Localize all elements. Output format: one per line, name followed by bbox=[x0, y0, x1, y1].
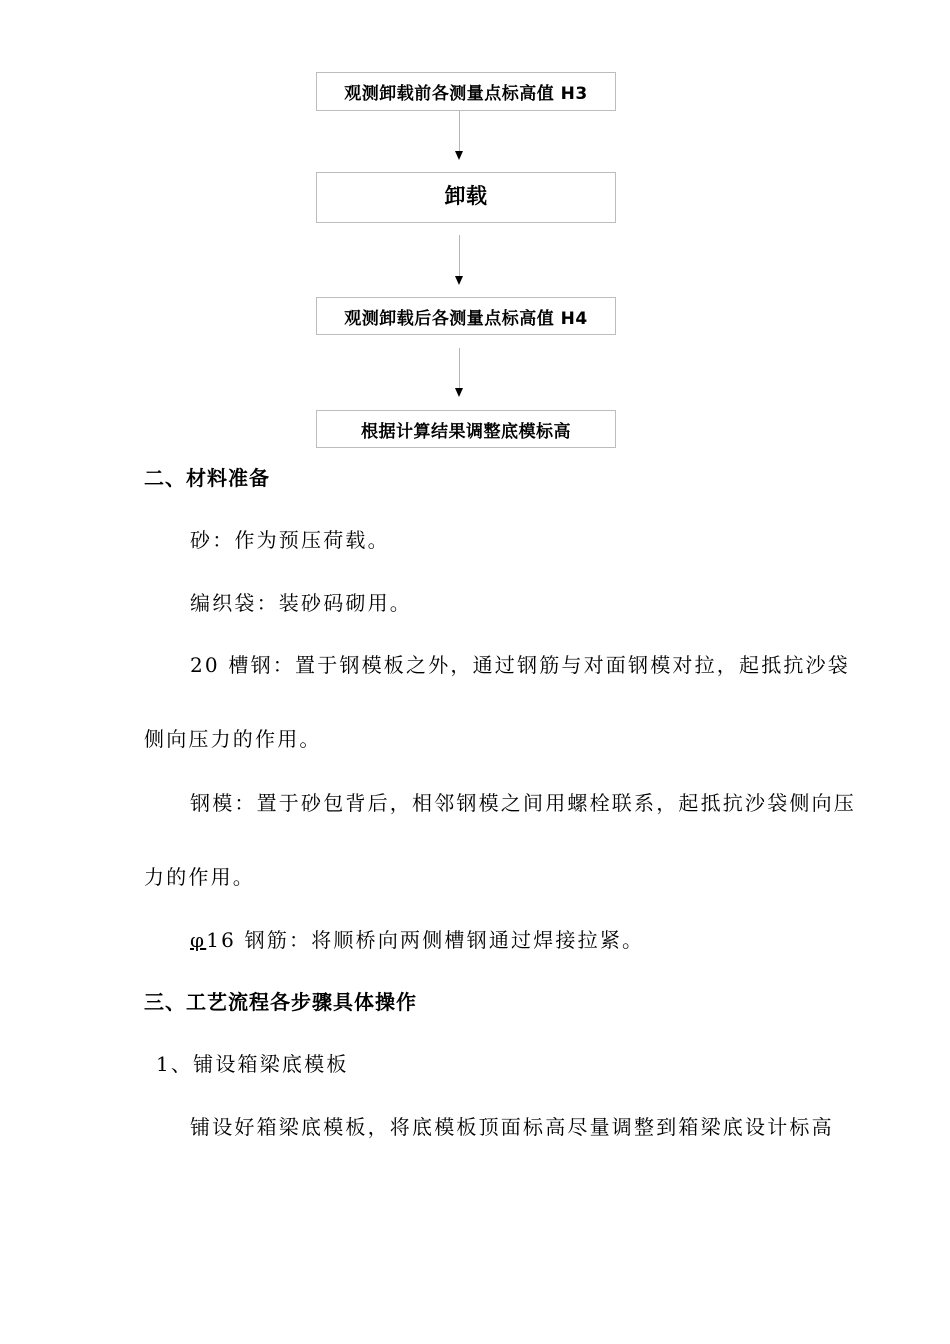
material-steel-form-line1: 钢模：置于砂包背后，相邻钢模之间用螺栓联系，起抵抗沙袋侧向压 bbox=[190, 791, 856, 815]
material-woven-bag: 编织袋：装砂码砌用。 bbox=[190, 591, 412, 615]
flow-step-unload bbox=[316, 172, 616, 223]
material-rebar bbox=[190, 924, 644, 953]
section-heading-materials: 二、材料准备 bbox=[144, 466, 270, 490]
phi-symbol: φ bbox=[190, 928, 207, 952]
flow-step-label: 卸载 bbox=[444, 184, 488, 208]
flow-step-observe-before bbox=[316, 72, 616, 111]
material-channel-steel-line2: 侧向压力的作用。 bbox=[144, 727, 322, 751]
arrow-down-icon bbox=[455, 151, 463, 160]
material-rebar-text: 16 钢筋：将顺桥向两侧槽钢通过焊接拉紧。 bbox=[206, 928, 645, 952]
section-heading-process: 三、工艺流程各步骤具体操作 bbox=[144, 990, 417, 1014]
material-steel-form-line2: 力的作用。 bbox=[144, 865, 255, 889]
flow-step-observe-after bbox=[316, 297, 616, 335]
arrow-down-icon bbox=[455, 388, 463, 397]
flow-step-label: 根据计算结果调整底模标高 bbox=[361, 421, 571, 442]
flow-arrow-line bbox=[459, 348, 460, 388]
material-channel-steel-line1: 20 槽钢：置于钢模板之外，通过钢筋与对面钢模对拉，起抵抗沙袋 bbox=[190, 653, 851, 677]
flow-step-label: 观测卸载前各测量点标高值 H3 bbox=[344, 84, 588, 104]
arrow-down-icon bbox=[455, 276, 463, 285]
subsection-title-lay-formwork: 1、铺设箱梁底模板 bbox=[156, 1052, 349, 1076]
subsection-body-lay-formwork: 铺设好箱梁底模板，将底模板顶面标高尽量调整到箱梁底设计标高 bbox=[190, 1115, 834, 1139]
flow-step-adjust bbox=[316, 410, 616, 448]
flow-step-label: 观测卸载后各测量点标高值 H4 bbox=[344, 308, 588, 329]
material-sand: 砂：作为预压荷载。 bbox=[190, 528, 390, 552]
flow-arrow-line bbox=[459, 235, 460, 276]
flow-arrow-line bbox=[459, 111, 460, 151]
